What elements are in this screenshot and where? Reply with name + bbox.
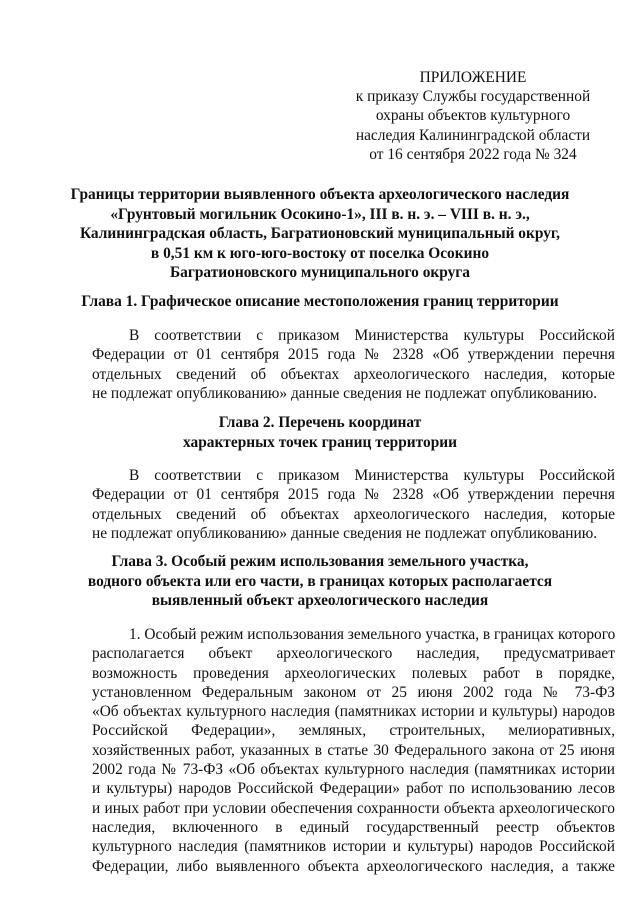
paragraph-line: и иных работ при условии обеспечения сохранности объекта археологического <box>92 799 615 817</box>
paragraph-line: В соответствии с приказом Министерства культуры Российской <box>129 327 615 344</box>
paragraph-line: культурного наследия (памятников истории и культуры) народов Российской <box>92 838 615 856</box>
appendix-line: наследия Калининградской области <box>355 126 591 144</box>
heading-line: водного объекта или его части, в границах которых располагается <box>87 572 553 590</box>
paragraph-line: В соответствии с приказом Министерства культуры Российской <box>129 467 615 484</box>
heading-line: выявленный объект археологического наследия <box>151 592 489 610</box>
chapter-3-paragraph <box>92 625 615 876</box>
heading-line: Глава 1. Графическое описание местоположения границ территории <box>81 293 559 310</box>
document-title <box>60 185 580 283</box>
chapter-1-heading <box>60 292 580 312</box>
paragraph-line: «Об объектах культурного наследия (памятниках истории и культуры) народов <box>92 703 615 721</box>
appendix-line: охраны объектов культурного <box>375 107 571 125</box>
chapter-2-paragraph <box>92 466 615 543</box>
appendix-line: к приказу Службы государственной <box>355 88 591 106</box>
title-line: Калининградская область, Багратионовский муниципальный округ, <box>79 225 561 243</box>
heading-line: Глава 2. Перечень координат <box>218 414 422 431</box>
title-line: «Грунтовый могильник Осокино-1», III в. н. э. – VIII в. н. э., <box>110 205 530 223</box>
paragraph-line: 2002 года № 73-ФЗ «Об объектах культурного наследия (памятниках истории <box>92 761 615 779</box>
title-line: Границы территории выявленного объекта археологического наследия <box>70 186 570 203</box>
heading-line: Глава 3. Особый режим использования земельного участка, <box>111 553 529 570</box>
paragraph-line: отдельных сведений об объектах археологического наследия, которые <box>92 365 615 383</box>
paragraph-line: отдельных сведений об объектах археологического наследия, которые <box>92 505 615 523</box>
heading-line: характерных точек границ территории <box>183 433 457 451</box>
appendix-block <box>343 68 603 164</box>
paragraph-line: установленном Федеральным законом от 25 июня 2002 года № 73-ФЗ <box>92 683 615 701</box>
paragraph-line: Российской Федерации», земляных, строительных, мелиоративных, <box>92 722 615 740</box>
paragraph-line: располагается объект археологического наследия, предусматривает <box>92 645 615 663</box>
paragraph-line: Федерации от 01 сентября 2015 года № 2328 «Об утверждении перечня <box>92 346 615 364</box>
title-line: в 0,51 км к юго-юго-востоку от поселка Осокино <box>150 244 490 262</box>
paragraph-line: 1. Особый режим использования земельного участка, в границах которого <box>129 626 616 643</box>
appendix-line: ПРИЛОЖЕНИЕ <box>419 69 527 86</box>
paragraph-line: Федерации от 01 сентября 2015 года № 2328 «Об утверждении перечня <box>92 486 615 504</box>
paragraph-line: наследия, включенного в единый государственный реестр объектов <box>92 818 615 836</box>
appendix-line: от 16 сентября 2022 года № 324 <box>369 145 577 163</box>
title-line: Багратионовского муниципального округа <box>170 264 470 282</box>
paragraph-line: Федерации, либо выявленного объекта археологического наследия, а также <box>92 857 615 875</box>
paragraph-line: не подлежат опубликованию» данные сведения не подлежат опубликованию. <box>92 524 598 542</box>
paragraph-line: хозяйственных работ, указанных в статье 30 Федерального закона от 25 июня <box>92 741 615 759</box>
paragraph-line: и культуры) народов Российской Федерации» работ по использованию лесов <box>92 780 615 798</box>
chapter-2-heading <box>60 413 580 452</box>
paragraph-line: не подлежат опубликованию» данные сведения не подлежат опубликованию. <box>92 384 598 402</box>
chapter-3-heading <box>60 552 580 611</box>
chapter-1-paragraph <box>92 326 615 403</box>
paragraph-line: возможность проведения археологических полевых работ в порядке, <box>92 664 615 682</box>
